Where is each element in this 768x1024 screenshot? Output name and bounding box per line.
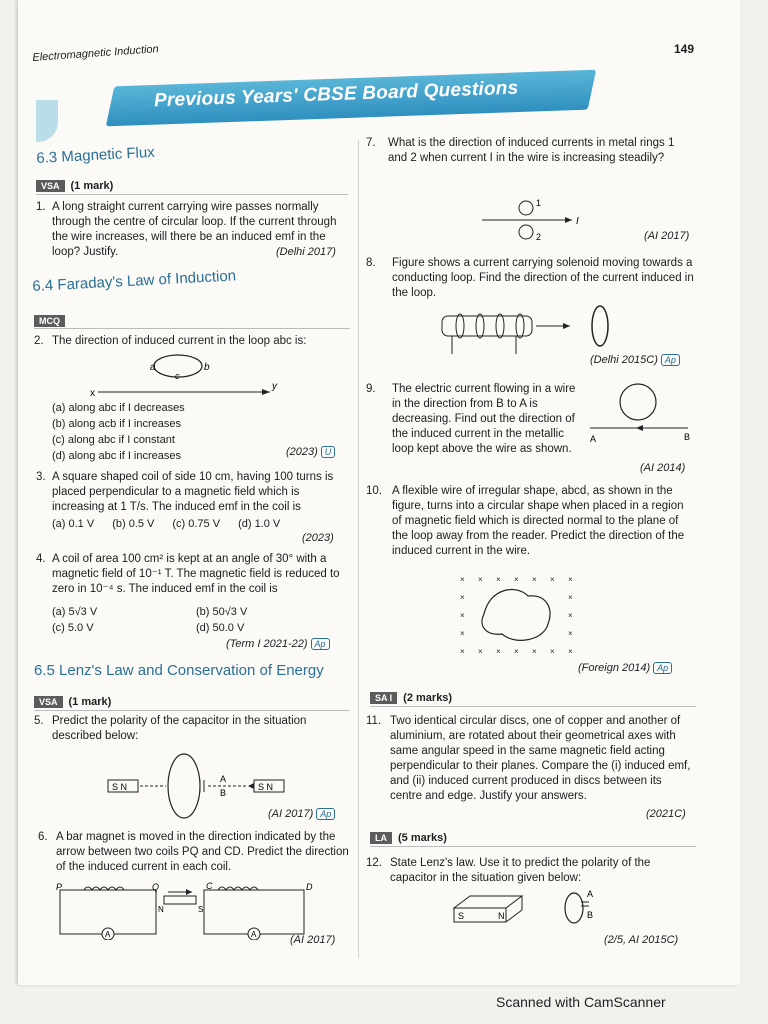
page-number: 149 — [674, 42, 695, 56]
q10-reference — [578, 662, 672, 674]
metallic-loop — [620, 384, 656, 420]
svg-text:×: × — [460, 647, 465, 656]
question-text: The direction of induced current in the loop abc is: — [52, 335, 307, 347]
option-d: (d) 1.0 V — [238, 518, 281, 530]
label-y: y — [272, 381, 277, 392]
bar-magnet-edge — [506, 910, 522, 922]
q8-reference — [590, 354, 680, 366]
label-1: 1 — [536, 198, 542, 208]
question-number: 1. — [36, 201, 46, 213]
question-text: A bar magnet is moved in the direction indicated by the arrow between two coils PQ and CD. Predict the direction of the induced current in each coil. — [56, 831, 349, 873]
section-6-5-heading — [34, 662, 324, 679]
solenoid-turn — [496, 314, 504, 338]
divider — [370, 706, 696, 707]
bar-magnet — [164, 896, 196, 904]
label-c: C — [206, 882, 213, 891]
q2-options — [52, 400, 185, 464]
svg-text:×: × — [460, 593, 465, 602]
svg-text:×: × — [514, 575, 519, 584]
svg-text:×: × — [496, 575, 501, 584]
q6-reference: (AI 2017) — [290, 934, 336, 946]
q9-figure — [586, 380, 696, 446]
option-b: (b) 50√3 V — [196, 606, 248, 618]
q3-options — [52, 518, 280, 530]
reference-text: (2023) — [286, 446, 318, 458]
question-text: Figure shows a current carrying solenoid moving towards a conducting loop. Find the direction of the current induced in the loop. — [392, 257, 694, 299]
difficulty-badge: Ap — [653, 662, 672, 674]
svg-text:×: × — [460, 629, 465, 638]
label-x: x — [90, 388, 95, 399]
section-title: Faraday's Law of Induction — [56, 267, 237, 294]
question-text: State Lenz's law. Use it to predict the polarity of the capacitor in the situation given below: — [390, 857, 651, 884]
difficulty-badge: Ap — [316, 808, 335, 820]
question-10 — [366, 484, 696, 559]
reference-text: (Term I 2021-22) — [226, 638, 308, 650]
divider — [34, 710, 350, 711]
q5-reference — [268, 808, 335, 820]
section-6-4-tag — [34, 315, 71, 327]
question-8 — [366, 256, 696, 301]
label-2: 2 — [536, 232, 542, 242]
svg-text:×: × — [478, 575, 483, 584]
bar-magnet-top — [454, 896, 522, 908]
svg-text:×: × — [532, 647, 537, 656]
label-b: B — [684, 432, 691, 442]
q6-figure — [54, 882, 314, 940]
label-n: N — [498, 911, 505, 921]
conducting-loop — [592, 306, 608, 346]
label-b: B — [220, 788, 227, 798]
la-tag — [370, 832, 447, 844]
question-9 — [366, 382, 576, 457]
reference-text: (Foreign 2014) — [578, 662, 651, 674]
question-12 — [366, 856, 696, 886]
coil-cd-circuit — [204, 890, 304, 934]
magnet-right-label: S N — [258, 782, 274, 792]
question-type-tag: VSA — [36, 180, 65, 192]
magnet-left-label: S N — [112, 782, 128, 792]
wire-arrow — [262, 389, 270, 395]
option-d: (d) along abc if I increases — [52, 450, 182, 462]
banner-title: Previous Years' CBSE Board Questions — [153, 77, 519, 112]
question-text: A flexible wire of irregular shape, abcd, as shown in the figure, turns into a circular shape when placed in a region of magnetic field which is directed normal to the plane of the loop away from the reader. Predict the direction of the induced current in the wire. — [392, 485, 685, 557]
label-d: D — [306, 882, 313, 892]
chapter-title: Electromagnetic Induction — [32, 43, 160, 64]
q10-figure — [456, 574, 590, 666]
label-b: B — [587, 910, 594, 920]
scanner-watermark: Scanned with CamScanner — [496, 994, 666, 1010]
question-text: A square shaped coil of side 10 cm, having 100 turns is placed perpendicular to a magnetic field which is increasing at 1 T/s. The induced emf in the coil is — [52, 471, 334, 513]
solenoid-turn — [456, 314, 464, 338]
option-a: (a) 0.1 V — [52, 518, 95, 530]
loop-coil — [168, 754, 200, 818]
divider — [370, 846, 696, 847]
question-type-tag: LA — [370, 832, 392, 844]
current-arrow — [636, 425, 643, 431]
svg-text:×: × — [568, 575, 573, 584]
question-number: 5. — [34, 715, 44, 727]
difficulty-badge: Ap — [311, 638, 330, 650]
q3-reference: (2023) — [302, 532, 334, 544]
reference-text: (AI 2017) — [268, 808, 314, 820]
option-b: (b) 0.5 V — [112, 518, 155, 530]
q9-reference: (AI 2014) — [640, 462, 686, 474]
ammeter-1-label: A — [105, 930, 111, 939]
option-b: (b) along acb if I increases — [52, 418, 182, 430]
svg-text:×: × — [460, 611, 465, 620]
irregular-wire — [482, 590, 550, 641]
solenoid-turn — [476, 314, 484, 338]
question-number: 2. — [34, 335, 44, 347]
question-text: A long straight current carrying wire passes normally through the centre of circular loop. If the current through the wire increases, will there be an induced emf in the loop? Justify. — [52, 201, 337, 258]
section-number: 6.5 — [34, 662, 55, 679]
q2-reference — [286, 446, 335, 458]
svg-text:×: × — [478, 647, 483, 656]
svg-text:×: × — [460, 575, 465, 584]
svg-text:×: × — [532, 575, 537, 584]
sa1-tag — [370, 692, 452, 704]
svg-text:×: × — [550, 575, 555, 584]
question-7 — [366, 136, 696, 166]
divider — [36, 194, 348, 195]
question-type-tag: VSA — [34, 696, 63, 708]
motion-arrowhead — [563, 323, 570, 329]
label-b: b — [204, 362, 210, 373]
ring-2 — [519, 225, 533, 239]
q5-figure — [104, 748, 294, 820]
label-c: c — [175, 371, 180, 381]
ring-1 — [519, 201, 533, 215]
marks-label: (1 mark) — [70, 180, 114, 192]
section-6-3-tag — [36, 180, 113, 192]
svg-text:×: × — [496, 647, 501, 656]
q1-reference: (Delhi 2017) — [276, 246, 336, 258]
q7-reference: (AI 2017) — [644, 230, 690, 242]
option-a: (a) along abc if I decreases — [52, 402, 185, 414]
question-text: A coil of area 100 cm² is kept at an angle of 30° with a magnetic field of 10⁻¹ T. The magnetic field is reduced to zero in 10⁻⁴ s. The induced emf in the coil is — [52, 553, 340, 595]
section-number: 6.3 — [36, 148, 58, 167]
magnetic-field-crosses — [460, 575, 573, 656]
question-number: 10. — [366, 485, 382, 497]
q8-figure — [436, 300, 626, 356]
label-s: S — [458, 911, 465, 921]
label-a: A — [587, 889, 594, 899]
solenoid-turn — [516, 314, 524, 338]
question-2 — [34, 334, 350, 349]
coil-loop — [565, 893, 583, 923]
question-type-tag: MCQ — [34, 315, 65, 327]
q4-reference — [226, 638, 330, 650]
current-arrow — [565, 217, 572, 223]
question-text: Two identical circular discs, one of copper and another of aluminium, are rotated about their geometrical axes with same angular speed in the same magnetic field acting perpendicular to their planes. Compare the (i) induced emf, and (ii) induced current produced in discs between its centre and edge. Justify your answers. — [390, 715, 691, 802]
svg-text:×: × — [568, 593, 573, 602]
section-title: Magnetic Flux — [60, 143, 156, 166]
label-p: P — [56, 882, 63, 892]
motion-arrowhead — [186, 889, 192, 895]
question-6 — [38, 830, 350, 875]
marks-label: (1 mark) — [68, 696, 112, 708]
question-text: What is the direction of induced currents in metal rings 1 and 2 when current I in the wire is increasing steadily? — [388, 137, 675, 164]
question-number: 9. — [366, 383, 376, 395]
question-number: 11. — [366, 715, 382, 727]
section-6-5-tag — [34, 696, 111, 708]
divider — [34, 328, 350, 329]
option-a: (a) 5√3 V — [52, 606, 98, 618]
label-q: Q — [152, 882, 160, 892]
section-number: 6.4 — [32, 276, 54, 295]
question-number: 6. — [38, 831, 48, 843]
q2-figure — [90, 352, 280, 402]
question-number: 4. — [36, 553, 46, 565]
svg-text:×: × — [568, 647, 573, 656]
label-a: a — [150, 362, 156, 373]
marks-label: (2 marks) — [403, 692, 453, 704]
ammeter-2-label: A — [251, 930, 257, 939]
option-c: (c) 0.75 V — [172, 518, 221, 530]
q12-reference: (2/5, AI 2015C) — [604, 934, 679, 946]
question-text: Predict the polarity of the capacitor in the situation described below: — [52, 715, 307, 742]
reference-text: (Delhi 2015C) — [590, 354, 658, 366]
question-number: 3. — [36, 471, 46, 483]
section-title: Lenz's Law and Conservation of Energy — [59, 662, 324, 679]
question-11 — [366, 714, 696, 804]
q12-figure — [450, 886, 610, 930]
question-number: 7. — [366, 137, 376, 149]
option-c: (c) along abc if I constant — [52, 434, 175, 446]
question-number: 12. — [366, 857, 382, 869]
label-s: S — [198, 905, 204, 914]
arrow — [248, 783, 254, 789]
svg-text:×: × — [568, 629, 573, 638]
option-c: (c) 5.0 V — [52, 622, 94, 634]
svg-text:×: × — [550, 647, 555, 656]
label-i: I — [576, 216, 579, 227]
option-d: (d) 50.0 V — [196, 622, 245, 634]
marks-label: (5 marks) — [398, 832, 447, 844]
question-4 — [36, 552, 348, 597]
question-text: The electric current flowing in a wire in the direction from B to A is decreasing. Find out the direction of the induced current in the metallic loop kept above the wire as shown. — [392, 383, 576, 455]
label-a: A — [590, 434, 597, 444]
q4-options — [52, 604, 312, 636]
q11-reference: (2021C) — [646, 808, 686, 820]
question-type-tag: SA I — [370, 692, 397, 704]
question-5 — [34, 714, 350, 744]
svg-text:×: × — [568, 611, 573, 620]
column-divider — [358, 140, 359, 958]
coil-pq-circuit — [60, 890, 156, 934]
question-3 — [36, 470, 348, 515]
difficulty-badge: U — [321, 446, 336, 458]
label-n: N — [158, 905, 164, 914]
question-number: 8. — [366, 257, 376, 269]
difficulty-badge: Ap — [661, 354, 680, 366]
q7-figure — [480, 196, 590, 244]
svg-text:×: × — [514, 647, 519, 656]
label-a: A — [220, 774, 227, 784]
